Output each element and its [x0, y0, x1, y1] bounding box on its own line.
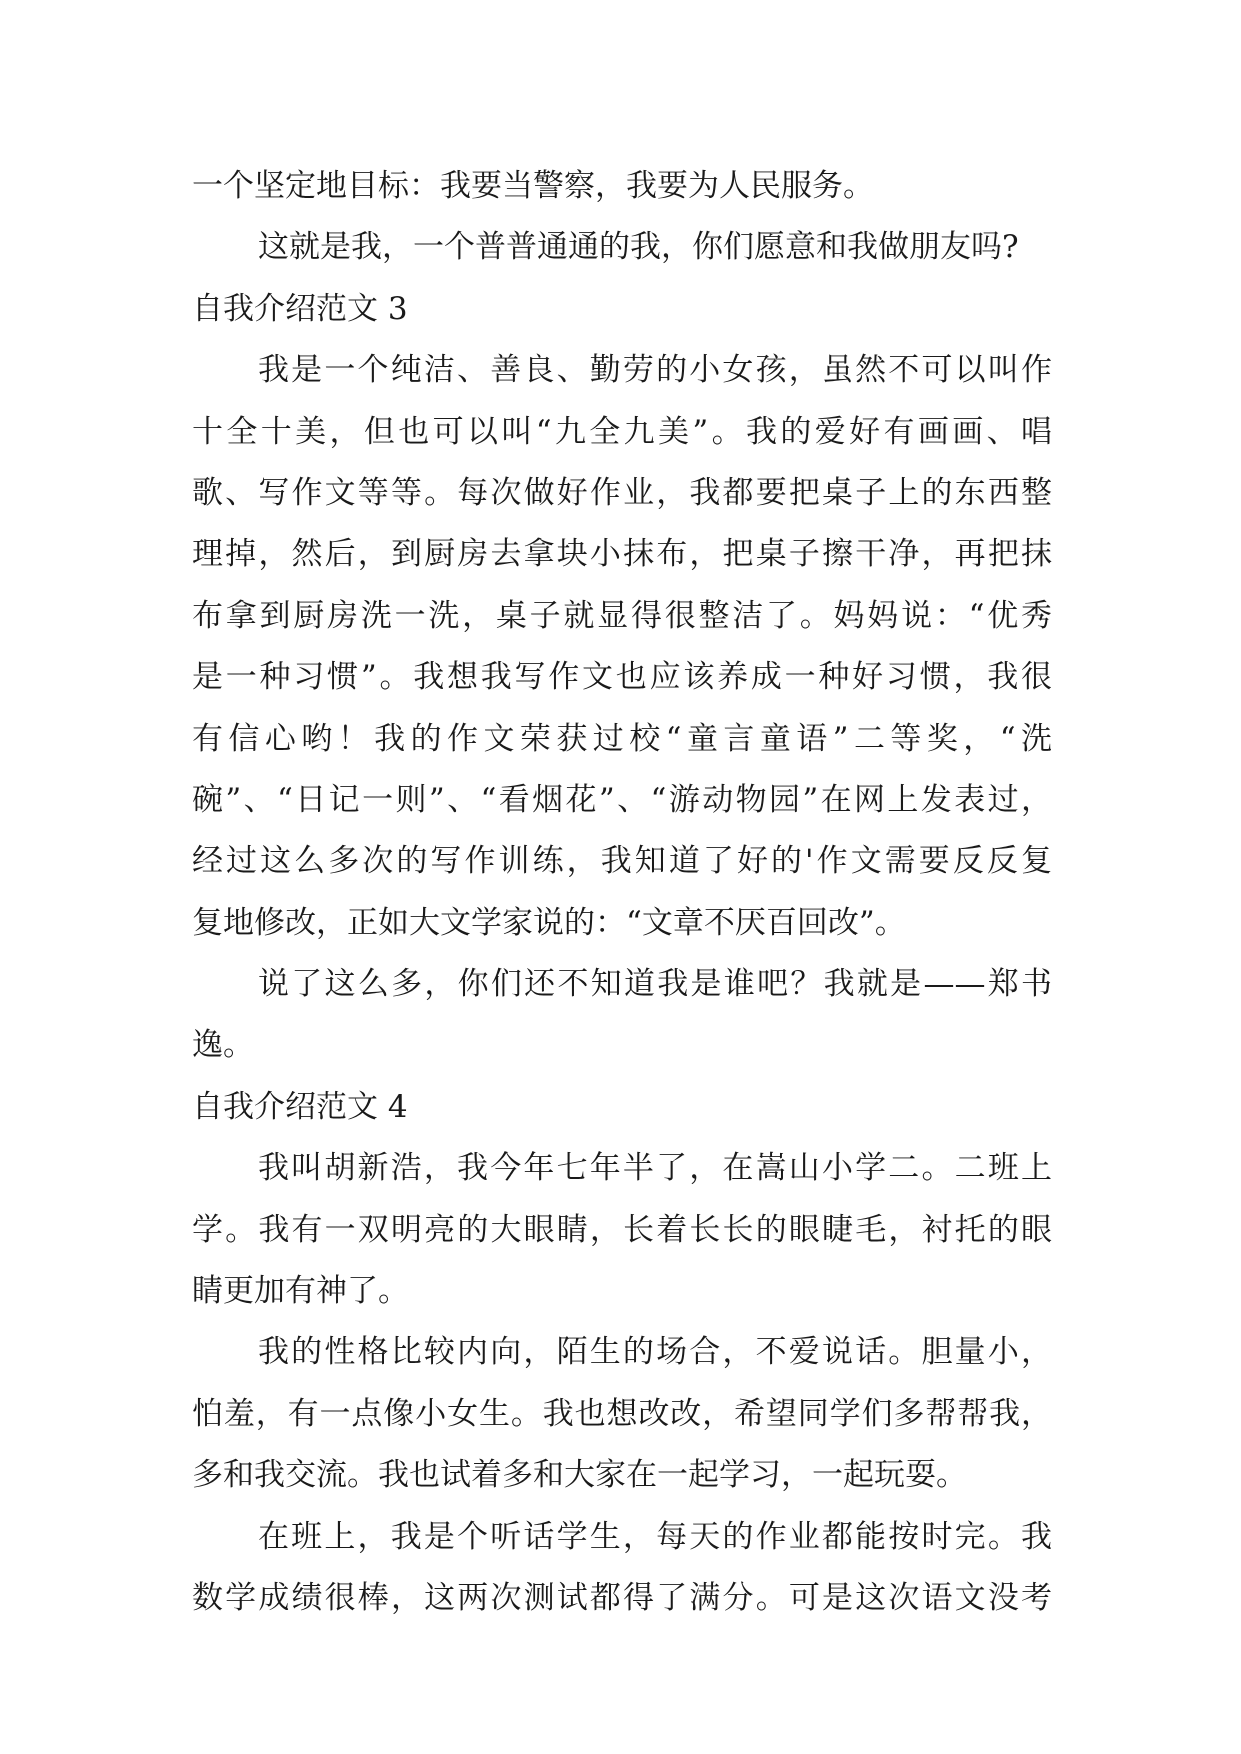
paragraph-line: 我叫胡新浩，我今年七年半了，在嵩山小学二。二班上 [258, 1150, 1052, 1187]
paragraph-line: 逸。 [192, 1027, 254, 1064]
paragraph-line: 十全十美，但也可以叫“九全九美”。我的爱好有画画、唱 [192, 413, 1052, 450]
paragraph-line: 理掉，然后，到厨房去拿块小抹布，把桌子擦干净，再把抹 [192, 536, 1052, 573]
paragraph-line: 说了这么多，你们还不知道我是谁吧？我就是——郑书 [258, 966, 1052, 1003]
paragraph-line: 碗”、“日记一则”、“看烟花”、“游动物园”在网上发表过， [192, 781, 1052, 818]
paragraph-line: 多和我交流。我也试着多和大家在一起学习，一起玩耍。 [192, 1457, 967, 1494]
paragraph-line: 学。我有一双明亮的大眼睛，长着长长的眼睫毛，衬托的眼 [192, 1211, 1052, 1248]
section-heading: 自我介绍范文 3 [192, 290, 408, 327]
section-heading: 自我介绍范文 4 [192, 1088, 408, 1125]
paragraph-line: 在班上，我是个听话学生，每天的作业都能按时完。我 [258, 1518, 1052, 1555]
paragraph-line: 睛更加有神了。 [192, 1273, 409, 1310]
paragraph-line: 我的性格比较内向，陌生的场合，不爱说话。胆量小， [258, 1334, 1052, 1371]
paragraph-line: 我是一个纯洁、善良、勤劳的小女孩，虽然不可以叫作 [258, 352, 1052, 389]
document-body [192, 156, 1052, 1629]
paragraph-line: 数学成绩很棒，这两次测试都得了满分。可是这次语文没考 [192, 1579, 1052, 1616]
paragraph-line: 经过这么多次的写作训练，我知道了好的'作文需要反反复 [192, 843, 1052, 880]
paragraph-line: 怕羞，有一点像小女生。我也想改改，希望同学们多帮帮我， [192, 1395, 1052, 1432]
paragraph-line: 这就是我，一个普普通通的我，你们愿意和我做朋友吗? [258, 229, 1019, 266]
paragraph-line: 歌、写作文等等。每次做好作业，我都要把桌子上的东西整 [192, 474, 1052, 511]
paragraph-line: 有信心哟！我的作文荣获过校“童言童语”二等奖，“洗 [192, 720, 1052, 757]
paragraph-line: 一个坚定地目标：我要当警察，我要为人民服务。 [192, 168, 874, 204]
paragraph-line: 布拿到厨房洗一洗，桌子就显得很整洁了。妈妈说：“优秀 [192, 597, 1052, 634]
paragraph-line: 是一种习惯”。我想我写作文也应该养成一种好习惯，我很 [192, 659, 1052, 696]
paragraph-line: 复地修改，正如大文学家说的：“文章不厌百回改”。 [192, 904, 906, 941]
